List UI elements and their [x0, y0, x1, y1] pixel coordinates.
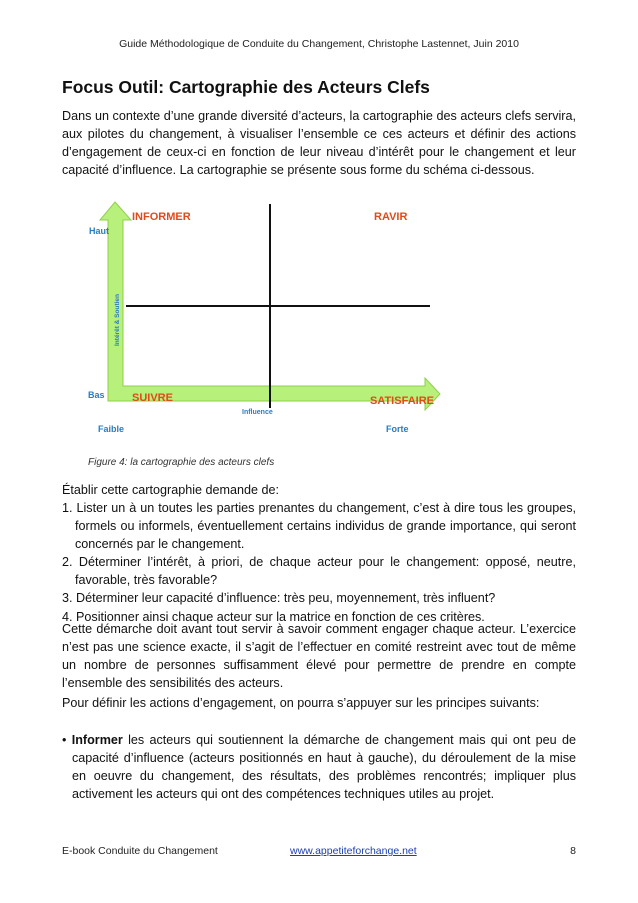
bullet-text: les acteurs qui soutiennent la démarche de changement mais qui ont peu de capacité d’influence (acteurs positionnés en haut à gauche), du déroulement de la mise en oeuvre du changement, des résultats, des problèmes rencontrés; impliquer plus activement les acteurs qui ont des compétences techniques utiles au projet.	[72, 733, 576, 802]
quadrant-ravir: RAVIR	[374, 211, 408, 223]
intro-paragraph: Dans un contexte d’une grande diversité d’acteurs, la cartographie des acteurs clefs servira, aux pilotes du changement, à visualiser l’ensemble ce ces acteurs et définir des actions d’engagement de ceux-ci en fonction de leur niveau d’intérêt pour le changement et leur capacité d’influence. La cartographie se présente sous forme du schéma ci-dessous.	[62, 109, 576, 178]
y-axis-name: Intérêt & Soutien	[114, 293, 121, 346]
quadrant-informer: INFORMER	[132, 211, 191, 223]
x-low-label: Faible	[98, 424, 125, 434]
step-item-4: 4. Positionner ainsi chaque acteur sur la matrice en fonction de ces critères.	[62, 609, 485, 624]
footer-website-link[interactable]: www.appetiteforchange.net	[290, 845, 417, 857]
principles-intro: Pour définir les actions d’engagement, on pourra s’appuyer sur les principes suivants:	[62, 696, 540, 710]
method-paragraph: Cette démarche doit avant tout servir à savoir comment engager chaque acteur. L’exercice n’est pas une science exacte, il s’agit de l’effectuer en comité restreint avec tout de même un nombre de personnes suffisamment élevé pour permettre de prendre en compte l’ensemble des sensibilités des acteurs.	[62, 622, 576, 691]
x-high-label: Forte	[386, 424, 409, 434]
page-number: 8	[570, 845, 576, 857]
steps-intro: Établir cette cartographie demande de:	[62, 483, 280, 497]
x-axis-name: Influence	[242, 409, 273, 416]
bullet-marker: •	[62, 733, 67, 747]
bullet-bold-term: Informer	[71, 733, 123, 747]
bullet-informer	[62, 731, 576, 803]
step-item-2: 2. Déterminer l’intérêt, à priori, de chaque acteur pour le changement: opposé, neutre, favorable, très favorable?	[62, 555, 576, 588]
quadrant-satisfaire: SATISFAIRE	[370, 395, 434, 407]
section-title: Focus Outil: Cartographie des Acteurs Clefs	[62, 77, 430, 97]
steps-list	[62, 499, 576, 626]
step-item-1: 1. Lister un à un toutes les parties prenantes du changement, c’est à dire tous les groupes, formels ou informels, éventuellement certains individus de grande importance, qui seront concernés par le changement.	[62, 501, 576, 552]
step-item-3: 3. Déterminer leur capacité d’influence: très peu, moyennement, très influent?	[62, 591, 496, 606]
page-header: Guide Méthodologique de Conduite du Changement, Christophe Lastennet, Juin 2010	[119, 38, 519, 50]
figure-caption: Figure 4: la cartographie des acteurs clefs	[88, 457, 275, 468]
y-low-label: Bas	[88, 390, 105, 400]
quadrant-suivre: SUIVRE	[132, 392, 173, 404]
footer-ebook-title: E-book Conduite du Changement	[62, 845, 218, 857]
stakeholder-map-figure	[78, 198, 448, 446]
y-high-label: Haut	[89, 226, 109, 236]
